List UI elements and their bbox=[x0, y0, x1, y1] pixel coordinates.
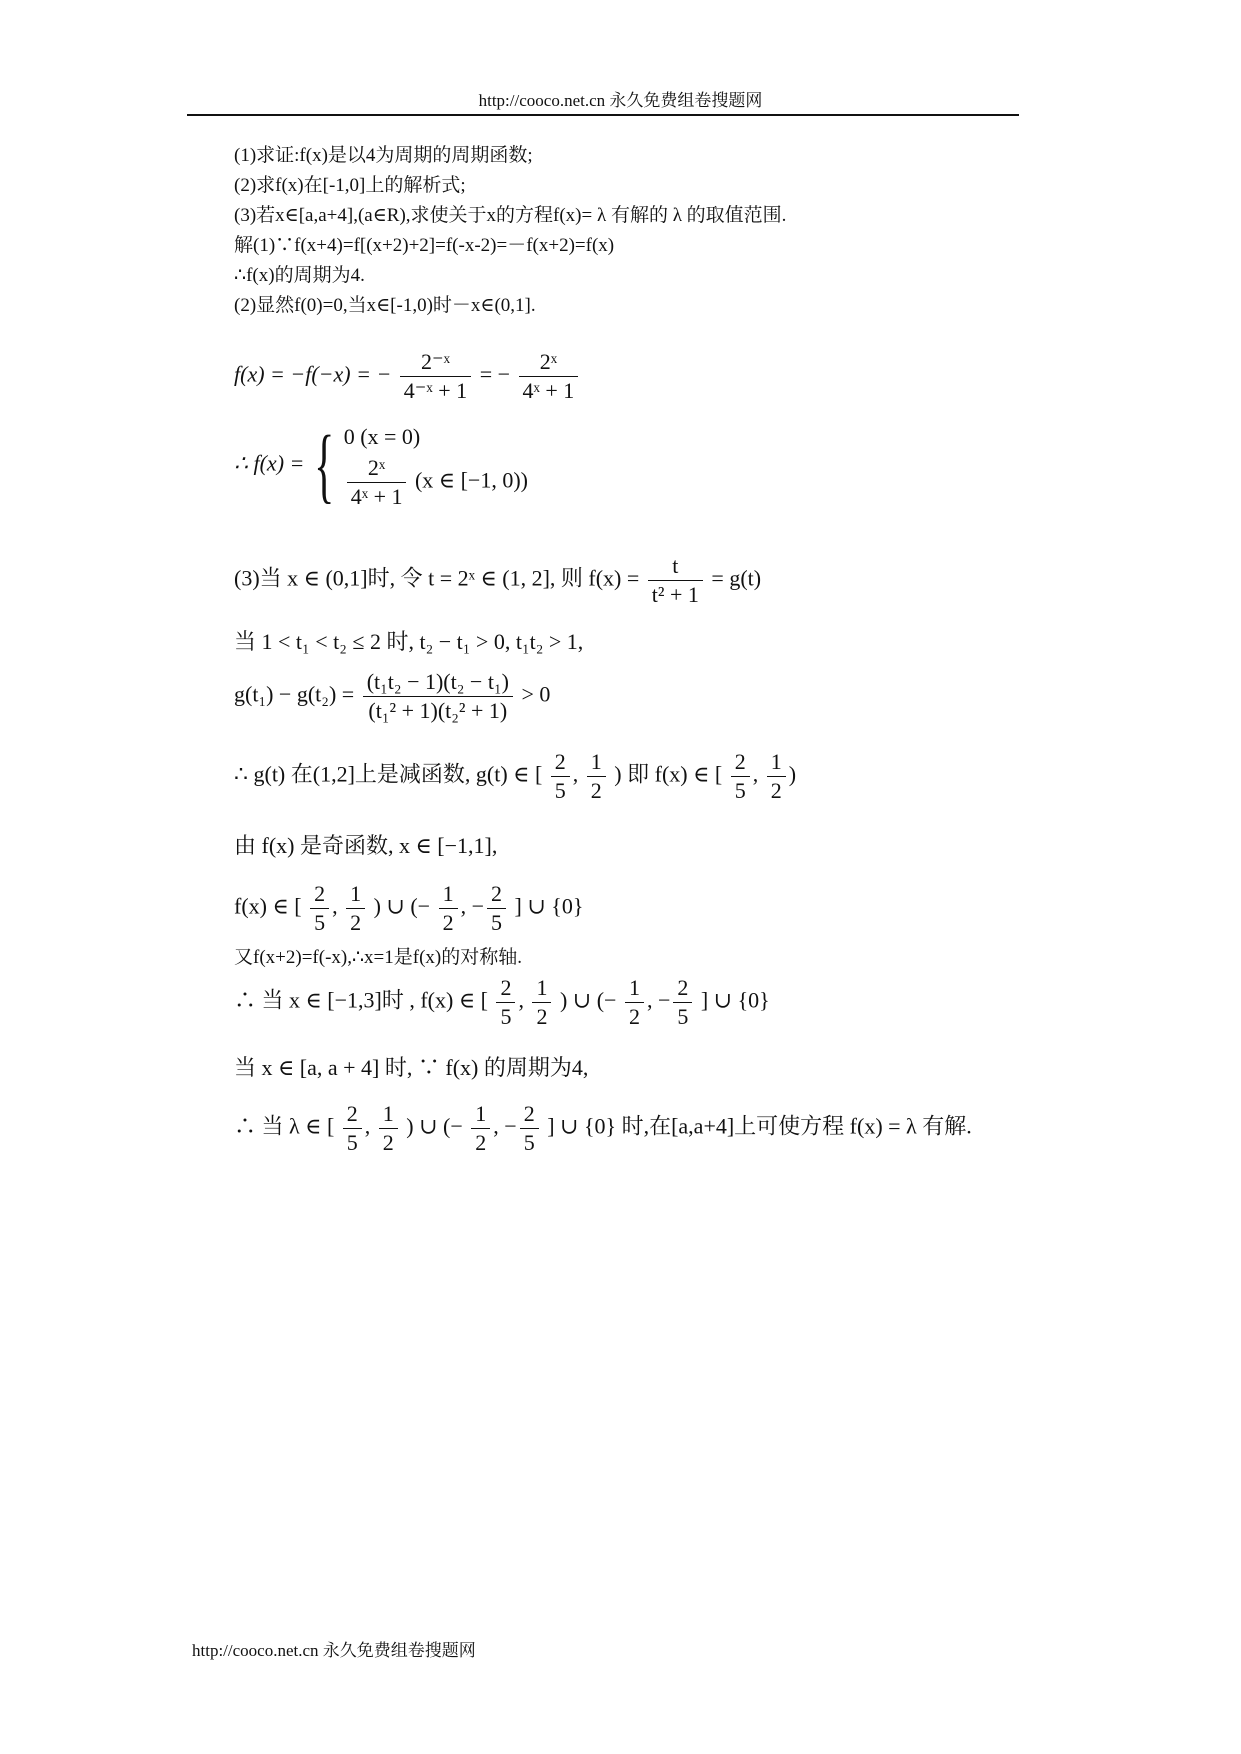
eq1-num-2: 2ˣ bbox=[539, 349, 558, 374]
page-header: http://cooco.net.cn 永久免费组卷搜题网 bbox=[478, 91, 763, 110]
r2-frac-1 bbox=[496, 974, 515, 1031]
dec-comma-2: , bbox=[752, 761, 764, 787]
solution-line-3: (2)显然f(0)=0,当x∈[-1,0)时－x∈(0,1]. bbox=[234, 295, 536, 316]
r1-frac-4-num: 2 bbox=[491, 881, 503, 906]
r2-neg: , − bbox=[646, 987, 671, 1013]
r1-frac-1-den: 5 bbox=[310, 908, 329, 937]
fin-frac-1-den: 5 bbox=[343, 1128, 362, 1157]
r1-frac-3-den: 2 bbox=[439, 908, 458, 937]
problem-part-1: (1)求证:f(x)是以4为周期的周期函数; bbox=[234, 145, 533, 166]
r2-frac-4 bbox=[673, 974, 692, 1031]
r1-frac-3 bbox=[439, 880, 458, 937]
r2-frac-1-num: 2 bbox=[500, 975, 512, 1000]
fin-frac-4 bbox=[520, 1100, 539, 1157]
case2-cond: (x ∈ [−1, 0)) bbox=[414, 467, 528, 493]
r1-frac-1 bbox=[310, 880, 329, 937]
dec-frac-1-den: 5 bbox=[551, 776, 570, 805]
eq1-num-1: 2⁻ˣ bbox=[421, 349, 450, 374]
r1-frac-2 bbox=[346, 880, 365, 937]
r2-a: ∴ 当 x ∈ [−1,3]时 , f(x) ∈ [ bbox=[234, 987, 488, 1013]
dec-frac-3 bbox=[731, 748, 750, 805]
r1-c: ] ∪ {0} bbox=[514, 893, 584, 919]
diff-right: > 0 bbox=[521, 681, 551, 707]
fin-frac-2 bbox=[379, 1100, 398, 1157]
fin-a: ∴ 当 λ ∈ [ bbox=[234, 1113, 335, 1139]
dec-close: ) bbox=[788, 761, 797, 787]
sub-text: (3)当 x ∈ (0,1]时, 令 t = 2ˣ ∈ (1, 2], 则 f(x) = bbox=[234, 565, 645, 591]
fin-frac-4-den: 5 bbox=[520, 1128, 539, 1157]
piecewise-case-2 bbox=[344, 454, 528, 511]
fin-neg: , − bbox=[493, 1113, 517, 1139]
page-footer: http://cooco.net.cn 永久免费组卷搜题网 bbox=[192, 1641, 476, 1660]
symmetry-axis-line: 又f(x+2)=f(-x),∴x=1是f(x)的对称轴. bbox=[234, 947, 523, 968]
eq1-frac-2 bbox=[519, 348, 579, 405]
r2-frac-1-den: 5 bbox=[496, 1002, 515, 1031]
equation-monotonic-condition: 当 1 < t₁ < t₂ ≤ 2 时, t₂ − t₁ > 0, t₁t₂ > 1, bbox=[234, 629, 584, 654]
eq1-frac-1 bbox=[400, 348, 471, 405]
r1-frac-2-num: 1 bbox=[350, 881, 362, 906]
equation-range-1 bbox=[234, 880, 583, 937]
r2-frac-4-den: 5 bbox=[673, 1002, 692, 1031]
diff-den: (t₁² + 1)(t₂² + 1) bbox=[363, 696, 513, 725]
r2-frac-3-den: 2 bbox=[625, 1002, 644, 1031]
r1-b: ) ∪ (− bbox=[373, 893, 431, 919]
equation-difference bbox=[234, 668, 550, 725]
solution-line-1: 解(1)∵f(x+4)=f[(x+2)+2]=f(-x-2)=－f(x+2)=f(x) bbox=[234, 235, 615, 256]
dec-frac-1 bbox=[551, 748, 570, 805]
equation-decreasing bbox=[234, 748, 796, 805]
fin-comma: , bbox=[364, 1113, 376, 1139]
dec-frac-1-num: 2 bbox=[554, 749, 566, 774]
equation-piecewise bbox=[234, 420, 528, 511]
diff-left: g(t₁) − g(t₂) = bbox=[234, 681, 355, 707]
r2-comma: , bbox=[518, 987, 530, 1013]
dec-frac-3-num: 2 bbox=[734, 749, 746, 774]
sub-num: t bbox=[672, 553, 679, 578]
eq1-left: f(x) = −f(−x) = − bbox=[234, 361, 392, 387]
eq1-den-1: 4⁻ˣ + 1 bbox=[400, 376, 471, 405]
equation-range-2 bbox=[234, 974, 770, 1031]
sub-right: = g(t) bbox=[711, 565, 762, 591]
equation-substitution bbox=[234, 552, 761, 609]
eq1-den-2: 4ˣ + 1 bbox=[519, 376, 579, 405]
dec-frac-3-den: 5 bbox=[731, 776, 750, 805]
dec-frac-4 bbox=[767, 748, 786, 805]
dec-frac-2-num: 1 bbox=[590, 749, 602, 774]
r2-frac-2-num: 1 bbox=[536, 975, 548, 1000]
equation-period: 当 x ∈ [a, a + 4] 时, ∵ f(x) 的周期为4, bbox=[234, 1055, 589, 1080]
r1-frac-4-den: 5 bbox=[487, 908, 506, 937]
fin-frac-3 bbox=[471, 1100, 490, 1157]
dec-frac-4-num: 1 bbox=[770, 749, 782, 774]
piecewise-cases bbox=[344, 420, 528, 511]
r2-frac-2-den: 2 bbox=[532, 1002, 551, 1031]
r1-comma: , bbox=[332, 893, 344, 919]
fin-frac-3-den: 2 bbox=[471, 1128, 490, 1157]
problem-part-2: (2)求f(x)在[-1,0]上的解析式; bbox=[234, 175, 466, 196]
r2-frac-3-num: 1 bbox=[628, 975, 640, 1000]
diff-num: (t₁t₂ − 1)(t₂ − t₁) bbox=[366, 669, 509, 694]
equation-fx-odd bbox=[234, 348, 581, 405]
dec-b: ) 即 f(x) ∈ [ bbox=[614, 761, 723, 787]
r1-frac-2-den: 2 bbox=[346, 908, 365, 937]
equation-odd-function: 由 f(x) 是奇函数, x ∈ [−1,1], bbox=[234, 833, 498, 858]
piecewise-case-1: 0 (x = 0) bbox=[343, 424, 421, 449]
diff-frac bbox=[363, 668, 513, 725]
fin-frac-3-num: 1 bbox=[475, 1101, 487, 1126]
sub-den: t² + 1 bbox=[648, 580, 703, 609]
header-rule bbox=[187, 114, 1019, 116]
equation-final-answer bbox=[234, 1100, 972, 1157]
r1-neg: , − bbox=[460, 893, 485, 919]
fin-frac-4-num: 2 bbox=[523, 1101, 535, 1126]
r2-frac-2 bbox=[532, 974, 551, 1031]
solution-line-2: ∴f(x)的周期为4. bbox=[234, 265, 365, 286]
r2-frac-4-num: 2 bbox=[677, 975, 689, 1000]
r1-frac-1-num: 2 bbox=[314, 881, 326, 906]
fin-c: ] ∪ {0} 时,在[a,a+4]上可使方程 f(x) = λ 有解. bbox=[547, 1113, 972, 1139]
dec-a: ∴ g(t) 在(1,2]上是减函数, g(t) ∈ [ bbox=[234, 761, 543, 787]
r1-frac-4 bbox=[487, 880, 506, 937]
fin-frac-2-num: 1 bbox=[382, 1101, 394, 1126]
sub-frac bbox=[648, 552, 703, 609]
r2-frac-3 bbox=[625, 974, 644, 1031]
case2-den: 4ˣ + 1 bbox=[347, 482, 407, 511]
piecewise-left: ∴ f(x) = bbox=[234, 450, 305, 476]
dec-comma: , bbox=[572, 761, 584, 787]
fin-frac-2-den: 2 bbox=[379, 1128, 398, 1157]
eq1-equals: = − bbox=[479, 361, 511, 387]
r1-a: f(x) ∈ [ bbox=[234, 893, 302, 919]
dec-frac-2-den: 2 bbox=[587, 776, 606, 805]
r1-frac-3-num: 1 bbox=[442, 881, 454, 906]
piecewise-brace: { bbox=[313, 418, 335, 512]
case2-frac bbox=[347, 454, 407, 511]
r2-c: ] ∪ {0} bbox=[700, 987, 770, 1013]
fin-frac-1-num: 2 bbox=[346, 1101, 358, 1126]
case2-num: 2ˣ bbox=[367, 455, 386, 480]
dec-frac-4-den: 2 bbox=[767, 776, 786, 805]
fin-frac-1 bbox=[343, 1100, 362, 1157]
r2-b: ) ∪ (− bbox=[559, 987, 617, 1013]
fin-b: ) ∪ (− bbox=[406, 1113, 463, 1139]
problem-part-3: (3)若x∈[a,a+4],(a∈R),求使关于x的方程f(x)= λ 有解的 λ 的取值范围. bbox=[234, 205, 787, 226]
dec-frac-2 bbox=[587, 748, 606, 805]
